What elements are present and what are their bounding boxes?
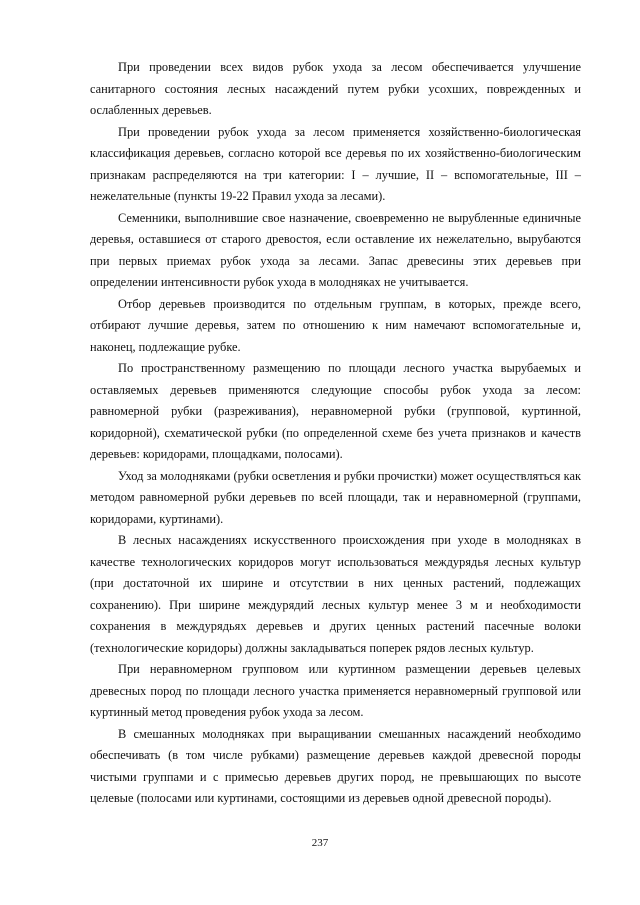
paragraph: Семенники, выполнившие свое назначение, своевременно не вырубленные единичные деревья, оставшиеся от старого древостоя, если оставление их нежелательно, вырубаются при первых приемах рубок ухода за лесами. Запас древесины этих деревьев при определении интенсивности рубок ухода в молодняках не учитывается. <box>90 210 581 289</box>
page-number: 237 <box>311 837 329 849</box>
paragraph: Отбор деревьев производится по отдельным группам, в которых, прежде всего, отбирают лучшие деревья, затем по отношению к ним намечают вспомогательные и, наконец, подлежащие рубке. <box>90 296 581 354</box>
paragraph: По пространственному размещению по площади лесного участка вырубаемых и оставляемых деревьев применяются следующие способы рубок ухода за лесом: равномерной рубки (разреживания), неравномерной рубки (групповой, куртинной, коридорной), схематической рубки (по определенной схеме без учета признаков и качеств деревьев: коридорами, площадками, полосами). <box>90 361 581 461</box>
paragraph: При проведении всех видов рубок ухода за лесом обеспечивается улучшение санитарного состояния лесных насаждений путем рубки усохших, поврежденных и ослабленных деревьев. <box>90 60 581 117</box>
paragraph: В смешанных молодняках при выращивании смешанных насаждений необходимо обеспечивать (в том числе рубками) размещение деревьев каждой древесной породы чистыми группами и с примесью деревьев других пород, не превышающих по высоте целевые (полосами или куртинами, состоящими из деревьев одной древесной породы). <box>90 726 581 805</box>
paragraph: Уход за молодняками (рубки осветления и рубки прочистки) может осуществляться как методом равномерной рубки деревьев по всей площади, так и неравномерной (группами, коридорами, куртинами). <box>90 468 581 526</box>
paragraph: При проведении рубок ухода за лесом применяется хозяйственно-биологическая классификация деревьев, согласно которой все деревья по их хозяйственно-биологическим признакам распределяются на три категории: I – лучшие, II – вспомогательные, III – нежелательные (пункты 19-22 Правил ухода за лесами). <box>90 124 581 203</box>
body-text <box>90 57 581 810</box>
paragraph: При неравномерном групповом или куртинном размещении деревьев целевых древесных пород по площади лесного участка применяется неравномерный групповой или куртинный метод проведения рубок ухода за лесом. <box>90 662 581 719</box>
paragraph: В лесных насаждениях искусственного происхождения при уходе в молодняках в качестве технологических коридоров могут использоваться междурядья лесных культур (при достаточной их ширине и отсутствии в них ценных растений, подлежащих сохранению). При ширине междурядий лесных культур менее 3 м и необходимости сохранения в междурядьях деревьев и других ценных растений пасечные волоки (технологические коридоры) должны закладываться поперек рядов лесных культур. <box>90 533 581 655</box>
